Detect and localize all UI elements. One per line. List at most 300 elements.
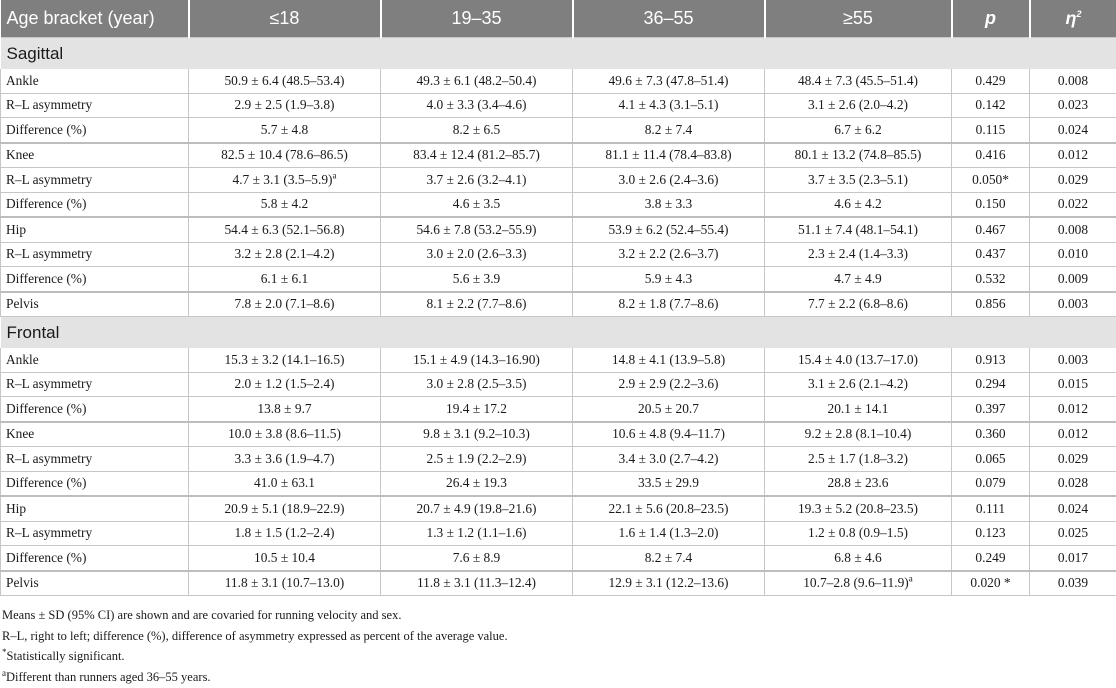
cell-value: 5.7 ± 4.8 [260, 121, 309, 137]
table-cell [765, 292, 952, 317]
cell-value: 6.1 ± 6.1 [260, 270, 309, 286]
table-cell [765, 168, 952, 193]
cell-value: 5.9 ± 4.3 [644, 270, 693, 286]
table-row [1, 292, 1116, 317]
cell-value: 8.2 ± 7.4 [644, 549, 693, 565]
cell-value: 11.8 ± 3.1 (11.3–12.4) [416, 575, 537, 591]
cell-value: 0.079 [975, 475, 1006, 491]
table-cell [573, 471, 765, 496]
table-cell [573, 143, 765, 168]
cell-value: 26.4 ± 19.3 [446, 475, 507, 491]
table-cell [952, 397, 1030, 422]
table-cell [381, 168, 573, 193]
cell-value: 14.8 ± 4.1 (13.9–5.8) [611, 351, 726, 367]
table-cell [573, 496, 765, 521]
table-cell [381, 242, 573, 267]
table-cell [189, 242, 381, 267]
row-label: Pelvis [1, 571, 189, 596]
header-age-over-55: ≥55 [765, 0, 952, 38]
row-label: R–L asymmetry [1, 447, 189, 472]
table-cell [1030, 292, 1116, 317]
table-cell [189, 571, 381, 596]
cell-value: 4.7 ± 4.9 [834, 270, 882, 286]
table-cell [765, 422, 952, 447]
cell-value: 28.8 ± 23.6 [827, 475, 889, 491]
cell-value: 3.8 ± 3.3 [644, 196, 693, 212]
cell-value: 13.8 ± 9.7 [257, 400, 312, 416]
cell-value: 6.7 ± 6.2 [834, 121, 882, 137]
table-row [1, 192, 1116, 217]
table-cell [573, 267, 765, 292]
table-cell [381, 372, 573, 397]
table-cell [1030, 397, 1116, 422]
cell-value: 3.0 ± 2.8 (2.5–3.5) [426, 376, 527, 392]
cell-value: 0.023 [1057, 97, 1089, 113]
footnotes [0, 596, 1116, 687]
table-cell [381, 217, 573, 242]
row-label: Knee [1, 143, 189, 168]
footnote-marker: a [332, 170, 337, 181]
cell-value: 0.003 [1057, 351, 1089, 367]
table-cell [952, 422, 1030, 447]
cell-value: 1.3 ± 1.2 (1.1–1.6) [426, 525, 527, 541]
table-cell [1030, 571, 1116, 596]
table-cell [1030, 217, 1116, 242]
cell-value: 81.1 ± 11.4 (78.4–83.8) [605, 147, 732, 163]
cell-value: 0.012 [1057, 400, 1089, 416]
cell-value: 0.029 [1057, 171, 1089, 187]
cell-value: 2.3 ± 2.4 (1.4–3.3) [808, 246, 908, 262]
cell-value: 0.467 [975, 221, 1006, 237]
footnote-text: R–L, right to left; difference (%), difference of asymmetry expressed as percent of the average value. [2, 628, 508, 643]
table-row [1, 496, 1116, 521]
table-cell [381, 267, 573, 292]
cell-value: 19.4 ± 17.2 [446, 400, 507, 416]
cell-value: 2.5 ± 1.9 (2.2–2.9) [426, 450, 527, 466]
cell-value: 0.532 [975, 270, 1006, 286]
table-cell [573, 546, 765, 571]
table-row [1, 521, 1116, 546]
cell-value: 9.2 ± 2.8 (8.1–10.4) [804, 426, 912, 442]
table-cell [381, 571, 573, 596]
cell-value: 0.429 [975, 72, 1006, 88]
header-age-bracket: Age bracket (year) [1, 0, 189, 38]
table-cell [381, 118, 573, 143]
cell-value: 53.9 ± 6.2 (52.4–55.4) [608, 221, 729, 237]
table-cell [381, 348, 573, 372]
cell-value: 0.050* [972, 171, 1009, 187]
cell-value: 1.2 ± 0.8 (0.9–1.5) [808, 525, 908, 541]
table-cell [952, 192, 1030, 217]
table-cell [952, 348, 1030, 372]
table-cell [381, 69, 573, 93]
section-title: Sagittal [1, 38, 1116, 70]
table-cell [573, 168, 765, 193]
cell-value: 3.7 ± 3.5 (2.3–5.1) [808, 171, 908, 187]
cell-value: 0.249 [975, 549, 1006, 565]
table-cell [1030, 192, 1116, 217]
table-row [1, 267, 1116, 292]
cell-value: 0.397 [975, 400, 1006, 416]
table-row [1, 143, 1116, 168]
cell-value: 19.3 ± 5.2 (20.8–23.5) [797, 500, 919, 516]
table-cell [1030, 168, 1116, 193]
row-label: Ankle [1, 69, 189, 93]
table-cell [765, 397, 952, 422]
table-cell [189, 546, 381, 571]
table-cell [573, 93, 765, 118]
cell-value: 1.8 ± 1.5 (1.2–2.4) [234, 525, 335, 541]
section-header-sagittal [1, 38, 1116, 70]
table-cell [765, 69, 952, 93]
cell-value: 2.9 ± 2.9 (2.2–3.6) [618, 376, 719, 392]
table-row [1, 447, 1116, 472]
cell-value: 3.0 ± 2.0 (2.6–3.3) [426, 246, 527, 262]
cell-value: 0.360 [975, 426, 1006, 442]
table-cell [952, 118, 1030, 143]
table-cell [573, 422, 765, 447]
table-cell [952, 69, 1030, 93]
cell-value: 0.437 [975, 246, 1006, 262]
table-cell [1030, 422, 1116, 447]
cell-value: 10.0 ± 3.8 (8.6–11.5) [228, 426, 341, 442]
table-cell [189, 397, 381, 422]
row-label: Difference (%) [1, 267, 189, 292]
table-row [1, 571, 1116, 596]
table-cell [573, 521, 765, 546]
cell-value: 4.6 ± 4.2 [834, 196, 882, 212]
row-label: Pelvis [1, 292, 189, 317]
cell-value: 8.2 ± 1.8 (7.7–8.6) [618, 296, 719, 312]
table-cell [381, 192, 573, 217]
table-cell [573, 348, 765, 372]
table-cell [573, 192, 765, 217]
cell-value: 0.856 [975, 296, 1006, 312]
table-row [1, 397, 1116, 422]
table-row [1, 217, 1116, 242]
cell-value: 15.1 ± 4.9 (14.3–16.90) [413, 351, 540, 367]
cell-value: 15.3 ± 3.2 (14.1–16.5) [224, 351, 345, 367]
table-cell [952, 242, 1030, 267]
cell-value: 10.7–2.8 (9.6–11.9) [803, 575, 909, 591]
table-cell [573, 372, 765, 397]
section-title: Frontal [1, 317, 1116, 349]
table-cell [765, 447, 952, 472]
table-cell [952, 292, 1030, 317]
table-cell [952, 546, 1030, 571]
table-cell [765, 267, 952, 292]
table-row [1, 69, 1116, 93]
header-age-under-18: ≤18 [189, 0, 381, 38]
cell-value: 4.7 ± 3.1 (3.5–5.9) [232, 171, 333, 187]
table-cell [1030, 447, 1116, 472]
table-cell [189, 118, 381, 143]
cell-value: 5.6 ± 3.9 [452, 270, 501, 286]
table-cell [189, 521, 381, 546]
table-cell [189, 292, 381, 317]
table-cell [189, 192, 381, 217]
cell-value: 0.913 [975, 351, 1006, 367]
row-label: R–L asymmetry [1, 372, 189, 397]
table-cell [952, 267, 1030, 292]
cell-value: 0.039 [1057, 575, 1089, 591]
cell-value: 0.003 [1057, 296, 1089, 312]
cell-value: 9.8 ± 3.1 (9.2–10.3) [423, 426, 530, 442]
cell-value: 8.2 ± 7.4 [644, 121, 693, 137]
table-row [1, 93, 1116, 118]
cell-value: 0.065 [975, 450, 1006, 466]
header-eta-squared: $\eta^2$ [1030, 0, 1116, 38]
table-row [1, 348, 1116, 372]
table-cell [1030, 372, 1116, 397]
cell-value: 2.5 ± 1.7 (1.8–3.2) [808, 450, 908, 466]
table-cell [952, 168, 1030, 193]
table-cell [381, 397, 573, 422]
table-cell [1030, 546, 1116, 571]
cell-value: 2.9 ± 2.5 (1.9–3.8) [234, 97, 335, 113]
table-cell [573, 571, 765, 596]
cell-value: 48.4 ± 7.3 (45.5–51.4) [797, 72, 919, 88]
row-label: Hip [1, 496, 189, 521]
header-p-value: p [952, 0, 1030, 38]
cell-value: 0.015 [1057, 376, 1089, 392]
footnote-mark: * [2, 647, 7, 658]
table-cell [952, 93, 1030, 118]
row-label: Difference (%) [1, 471, 189, 496]
cell-value: 20.5 ± 20.7 [638, 400, 699, 416]
table-cell [189, 93, 381, 118]
table-cell [573, 242, 765, 267]
cell-value: 0.111 [975, 500, 1006, 516]
table-cell [1030, 471, 1116, 496]
cell-value: 1.6 ± 1.4 (1.3–2.0) [618, 525, 719, 541]
header-row [1, 0, 1116, 38]
table-cell [573, 69, 765, 93]
cell-value: 54.6 ± 7.8 (53.2–55.9) [416, 221, 537, 237]
table-cell [765, 546, 952, 571]
table-cell [1030, 143, 1116, 168]
row-label: Difference (%) [1, 397, 189, 422]
table-cell [189, 471, 381, 496]
cell-value: 8.1 ± 2.2 (7.7–8.6) [426, 296, 527, 312]
row-label: Difference (%) [1, 192, 189, 217]
cell-value: 7.8 ± 2.0 (7.1–8.6) [234, 296, 335, 312]
cell-value: 0.123 [975, 525, 1006, 541]
cell-value: 82.5 ± 10.4 (78.6–86.5) [221, 147, 348, 163]
cell-value: 3.3 ± 3.6 (1.9–4.7) [234, 450, 335, 466]
table-cell [381, 143, 573, 168]
table-cell [1030, 267, 1116, 292]
cell-value: 11.8 ± 3.1 (10.7–13.0) [224, 575, 345, 591]
cell-value: 0.008 [1057, 221, 1089, 237]
cell-value: 7.6 ± 8.9 [452, 549, 501, 565]
table-cell [952, 471, 1030, 496]
table-cell [189, 348, 381, 372]
table-cell [952, 496, 1030, 521]
section-header-frontal [1, 317, 1116, 349]
cell-value: 0.115 [975, 121, 1006, 137]
table-cell [381, 521, 573, 546]
row-label: Difference (%) [1, 546, 189, 571]
table-row [1, 422, 1116, 447]
cell-value: 2.0 ± 1.2 (1.5–2.4) [234, 376, 335, 392]
cell-value: 0.022 [1057, 196, 1089, 212]
cell-value: 3.2 ± 2.8 (2.1–4.2) [234, 246, 335, 262]
table-cell [381, 292, 573, 317]
table-cell [189, 422, 381, 447]
table-row [1, 118, 1116, 143]
row-label: R–L asymmetry [1, 242, 189, 267]
cell-value: 0.020 * [970, 575, 1011, 591]
header-age-36-55: 36–55 [573, 0, 765, 38]
cell-value: 0.010 [1057, 246, 1089, 262]
footnote-text: Statistically significant. [6, 649, 125, 664]
table-cell [1030, 496, 1116, 521]
table-cell [573, 397, 765, 422]
table-cell [573, 447, 765, 472]
table-cell [189, 447, 381, 472]
cell-value: 20.7 ± 4.9 (19.8–21.6) [416, 500, 537, 516]
row-label: Ankle [1, 348, 189, 372]
table-cell [1030, 348, 1116, 372]
cell-value: 3.4 ± 3.0 (2.7–4.2) [618, 450, 719, 466]
cell-value: 20.9 ± 5.1 (18.9–22.9) [224, 500, 345, 516]
table-cell [952, 217, 1030, 242]
table-cell [381, 447, 573, 472]
table-cell [1030, 118, 1116, 143]
table-cell [573, 292, 765, 317]
footnote [2, 626, 1116, 647]
cell-value: 0.029 [1057, 450, 1089, 466]
table-cell [189, 217, 381, 242]
cell-value: 51.1 ± 7.4 (48.1–54.1) [797, 221, 919, 237]
cell-value: 0.028 [1057, 475, 1089, 491]
table-row [1, 546, 1116, 571]
footnote [2, 646, 1116, 667]
row-label: Difference (%) [1, 118, 189, 143]
table-cell [381, 93, 573, 118]
cell-value: 0.416 [975, 147, 1006, 163]
table-cell [952, 571, 1030, 596]
cell-value: 0.025 [1057, 525, 1089, 541]
cell-value: 0.009 [1057, 270, 1089, 286]
row-label: R–L asymmetry [1, 168, 189, 193]
cell-value: 4.6 ± 3.5 [452, 196, 501, 212]
table-cell [765, 192, 952, 217]
cell-value: 0.017 [1057, 549, 1089, 565]
footnote-marker: a [908, 573, 913, 584]
cell-value: 10.6 ± 4.8 (9.4–11.7) [612, 426, 725, 442]
table-cell [765, 217, 952, 242]
cell-value: 20.1 ± 14.1 [827, 400, 889, 416]
cell-value: 4.1 ± 4.3 (3.1–5.1) [618, 97, 719, 113]
cell-value: 0.012 [1057, 426, 1089, 442]
table-cell [1030, 93, 1116, 118]
table-row [1, 242, 1116, 267]
table-cell [765, 348, 952, 372]
cell-value: 5.8 ± 4.2 [260, 196, 309, 212]
table-row [1, 372, 1116, 397]
table-cell [189, 168, 381, 193]
cell-value: 0.294 [975, 376, 1006, 392]
cell-value: 0.150 [975, 196, 1006, 212]
row-label: Hip [1, 217, 189, 242]
cell-value: 41.0 ± 63.1 [254, 475, 315, 491]
table-cell [1030, 242, 1116, 267]
cell-value: 0.012 [1057, 147, 1089, 163]
table-cell [765, 471, 952, 496]
table-cell [952, 143, 1030, 168]
table-cell [765, 143, 952, 168]
cell-value: 3.0 ± 2.6 (2.4–3.6) [618, 171, 719, 187]
table-cell [573, 118, 765, 143]
cell-value: 0.024 [1057, 121, 1089, 137]
cell-value: 0.142 [975, 97, 1006, 113]
table-cell [189, 267, 381, 292]
cell-value: 10.5 ± 10.4 [254, 549, 315, 565]
cell-value: 3.7 ± 2.6 (3.2–4.1) [426, 171, 527, 187]
cell-value: 0.008 [1057, 72, 1089, 88]
cell-value: 6.8 ± 4.6 [834, 549, 882, 565]
table-cell [952, 447, 1030, 472]
table-cell [189, 372, 381, 397]
cell-value: 49.6 ± 7.3 (47.8–51.4) [608, 72, 729, 88]
table-cell [381, 471, 573, 496]
table-cell [381, 546, 573, 571]
footnote-text: Different than runners aged 36–55 years. [6, 669, 211, 684]
header-age-19-35: 19–35 [381, 0, 573, 38]
row-label: Knee [1, 422, 189, 447]
cell-value: 83.4 ± 12.4 (81.2–85.7) [413, 147, 540, 163]
table-cell [573, 217, 765, 242]
row-label: R–L asymmetry [1, 521, 189, 546]
table-cell [381, 422, 573, 447]
table-cell [381, 496, 573, 521]
table-cell [952, 521, 1030, 546]
footnote-text: Means ± SD (95% CI) are shown and are covaried for running velocity and sex. [2, 608, 402, 622]
cell-value: 8.2 ± 6.5 [452, 121, 501, 137]
table-row [1, 471, 1116, 496]
cell-value: 0.024 [1057, 500, 1089, 516]
table-cell [765, 118, 952, 143]
cell-value: 3.1 ± 2.6 (2.1–4.2) [808, 376, 908, 392]
table-cell [765, 496, 952, 521]
table-cell [765, 372, 952, 397]
footnote [2, 605, 1116, 626]
cell-value: 80.1 ± 13.2 (74.8–85.5) [794, 147, 922, 163]
cell-value: 54.4 ± 6.3 (52.1–56.8) [224, 221, 345, 237]
footnote [2, 667, 1116, 688]
cell-value: 4.0 ± 3.3 (3.4–4.6) [426, 97, 527, 113]
footnote-mark: a [2, 667, 6, 678]
table-cell [765, 521, 952, 546]
table-cell [952, 372, 1030, 397]
cell-value: 7.7 ± 2.2 (6.8–8.6) [808, 296, 908, 312]
table-cell [189, 143, 381, 168]
cell-value: 3.2 ± 2.2 (2.6–3.7) [618, 246, 719, 262]
cell-value: 33.5 ± 29.9 [638, 475, 699, 491]
cell-value: 50.9 ± 6.4 (48.5–53.4) [224, 72, 345, 88]
table-cell [1030, 521, 1116, 546]
cell-value: 22.1 ± 5.6 (20.8–23.5) [608, 500, 729, 516]
cell-value: 3.1 ± 2.6 (2.0–4.2) [808, 97, 908, 113]
table-cell [189, 69, 381, 93]
table-cell [1030, 69, 1116, 93]
table-cell [765, 242, 952, 267]
cell-value: 49.3 ± 6.1 (48.2–50.4) [416, 72, 537, 88]
table-cell [765, 571, 952, 596]
row-label: R–L asymmetry [1, 93, 189, 118]
